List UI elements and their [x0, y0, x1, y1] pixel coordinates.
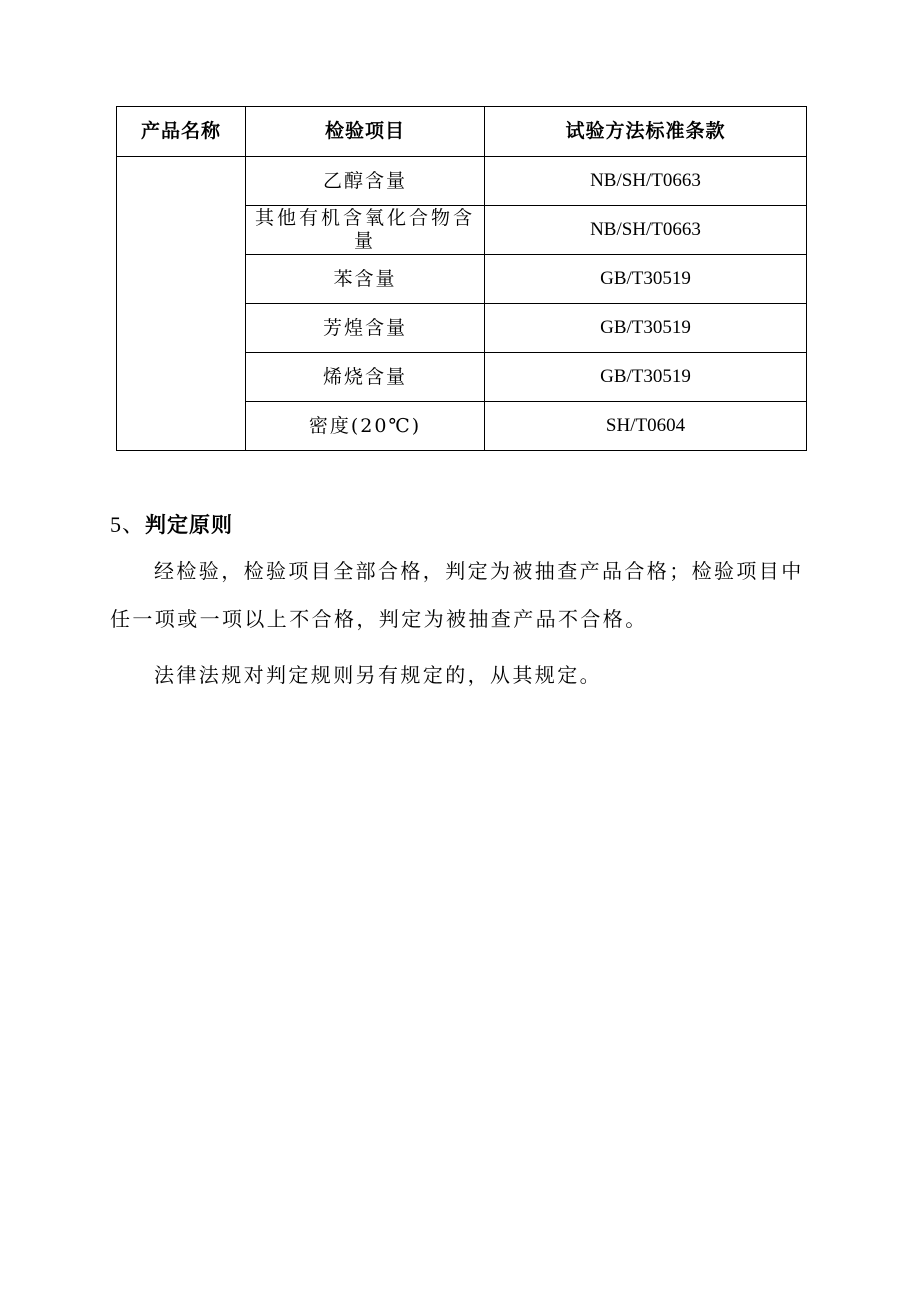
table-header-row	[117, 107, 807, 157]
method-cell: GB/T30519	[485, 353, 807, 402]
method-cell: NB/SH/T0663	[485, 206, 807, 255]
item-cell: 烯烧含量	[246, 353, 485, 402]
header-test-method: 试验方法标准条款	[485, 107, 807, 157]
section-title: 判定原则	[145, 513, 234, 537]
section-heading	[110, 508, 233, 539]
paragraph-judgement: 经检验，检验项目全部合格，判定为被抽查产品合格；检验项目中任一项或一项以上不合格，判定为被抽查产品不合格。	[110, 559, 804, 631]
item-cell: 其他有机含氧化合物含量	[246, 206, 485, 255]
paragraph-legal-note: 法律法规对判定规则另有规定的，从其规定。	[154, 663, 602, 687]
header-inspection-item: 检验项目	[246, 107, 485, 157]
section-number: 5、	[110, 512, 146, 537]
product-name-cell	[117, 157, 246, 451]
method-cell: GB/T30519	[485, 255, 807, 304]
item-cell: 密度(20℃)	[246, 402, 485, 451]
method-cell: NB/SH/T0663	[485, 157, 807, 206]
method-cell: SH/T0604	[485, 402, 807, 451]
item-cell: 苯含量	[246, 255, 485, 304]
method-cell: GB/T30519	[485, 304, 807, 353]
inspection-table	[116, 106, 807, 451]
table-row	[117, 157, 807, 206]
item-cell: 芳煌含量	[246, 304, 485, 353]
item-cell: 乙醇含量	[246, 157, 485, 206]
header-product-name: 产品名称	[117, 107, 246, 157]
